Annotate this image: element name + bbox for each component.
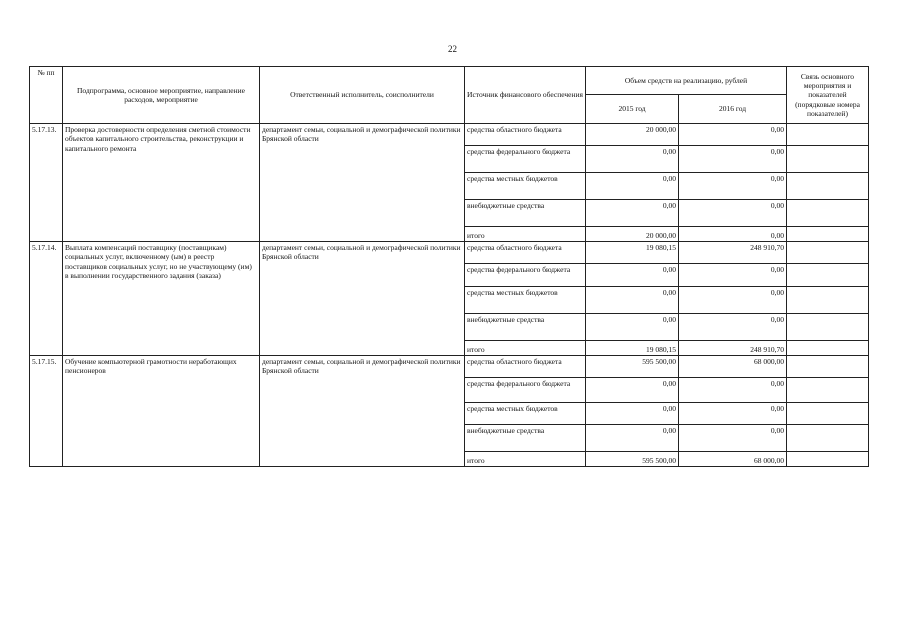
source-cell: средства федерального бюджета <box>465 264 586 287</box>
value-2015-cell: 595 500,00 <box>586 356 679 378</box>
row-number-cell: 5.17.13. <box>30 124 63 242</box>
row-number-cell: 5.17.15. <box>30 356 63 467</box>
executor-cell: департамент семьи, социальной и демографической политики Брянской области <box>260 356 465 467</box>
value-2016-cell: 248 910,70 <box>679 242 787 264</box>
value-2015-cell: 595 500,00 <box>586 452 679 467</box>
page-number: 22 <box>448 44 457 54</box>
source-cell: внебюджетные средства <box>465 425 586 452</box>
budget-table <box>29 66 869 467</box>
value-2015-cell: 20 000,00 <box>586 227 679 242</box>
link-cell <box>787 452 869 467</box>
executor-cell: департамент семьи, социальной и демографической политики Брянской области <box>260 242 465 356</box>
executor-cell: департамент семьи, социальной и демографической политики Брянской области <box>260 124 465 242</box>
value-2015-cell: 0,00 <box>586 287 679 314</box>
link-cell <box>787 341 869 356</box>
link-cell <box>787 124 869 146</box>
value-2015-cell: 19 080,15 <box>586 242 679 264</box>
link-cell <box>787 200 869 227</box>
source-cell: внебюджетные средства <box>465 314 586 341</box>
value-2016-cell: 0,00 <box>679 200 787 227</box>
value-2016-cell: 0,00 <box>679 378 787 403</box>
table-row <box>30 356 869 378</box>
link-cell <box>787 173 869 200</box>
table-row <box>30 242 869 264</box>
link-cell <box>787 287 869 314</box>
value-2015-cell: 20 000,00 <box>586 124 679 146</box>
value-2015-cell: 0,00 <box>586 146 679 173</box>
value-2015-cell: 0,00 <box>586 264 679 287</box>
value-2016-cell: 68 000,00 <box>679 356 787 378</box>
header-num: № пп <box>30 67 63 124</box>
value-2016-cell: 0,00 <box>679 287 787 314</box>
table-body <box>30 124 869 467</box>
source-cell: итого <box>465 452 586 467</box>
link-cell <box>787 146 869 173</box>
source-cell: итого <box>465 341 586 356</box>
value-2015-cell: 0,00 <box>586 425 679 452</box>
link-cell <box>787 242 869 264</box>
header-year-2016: 2016 год <box>679 95 787 124</box>
header-year-2015: 2015 год <box>586 95 679 124</box>
link-cell <box>787 356 869 378</box>
source-cell: средства областного бюджета <box>465 124 586 146</box>
value-2016-cell: 0,00 <box>679 403 787 425</box>
value-2016-cell: 0,00 <box>679 124 787 146</box>
value-2015-cell: 0,00 <box>586 378 679 403</box>
value-2016-cell: 0,00 <box>679 146 787 173</box>
link-cell <box>787 378 869 403</box>
table-row <box>30 124 869 146</box>
header-executor: Ответственный исполнитель, соисполнители <box>260 67 465 124</box>
header-volume: Объем средств на реализацию, рублей <box>586 67 787 95</box>
source-cell: внебюджетные средства <box>465 200 586 227</box>
source-cell: средства местных бюджетов <box>465 287 586 314</box>
source-cell: средства областного бюджета <box>465 356 586 378</box>
row-number-cell: 5.17.14. <box>30 242 63 356</box>
value-2015-cell: 0,00 <box>586 200 679 227</box>
link-cell <box>787 403 869 425</box>
value-2015-cell: 0,00 <box>586 173 679 200</box>
header-program: Подпрограмма, основное мероприятие, направление расходов, мероприятие <box>63 67 260 124</box>
header-row-1 <box>30 67 869 95</box>
program-cell: Обучение компьютерной грамотности неработающих пенсионеров <box>63 356 260 467</box>
value-2015-cell: 0,00 <box>586 314 679 341</box>
link-cell <box>787 425 869 452</box>
source-cell: средства федерального бюджета <box>465 146 586 173</box>
link-cell <box>787 227 869 242</box>
link-cell <box>787 264 869 287</box>
value-2016-cell: 0,00 <box>679 173 787 200</box>
source-cell: средства областного бюджета <box>465 242 586 264</box>
source-cell: средства местных бюджетов <box>465 403 586 425</box>
header-source: Источник финансового обеспечения <box>465 67 586 124</box>
value-2016-cell: 0,00 <box>679 227 787 242</box>
value-2015-cell: 0,00 <box>586 403 679 425</box>
header-link: Связь основного мероприятия и показателей (порядковые номера показателей) <box>787 67 869 124</box>
value-2016-cell: 68 000,00 <box>679 452 787 467</box>
value-2016-cell: 0,00 <box>679 264 787 287</box>
value-2016-cell: 0,00 <box>679 425 787 452</box>
program-cell: Проверка достоверности определения сметной стоимости объектов капитального строительства, реконструкции и капитального ремонта <box>63 124 260 242</box>
value-2016-cell: 0,00 <box>679 314 787 341</box>
value-2015-cell: 19 080,15 <box>586 341 679 356</box>
value-2016-cell: 248 910,70 <box>679 341 787 356</box>
program-cell: Выплата компенсаций поставщику (поставщикам) социальных услуг, включенному (ым) в реестр поставщиков социальных услуг, но не участвующему (им) в выполнении государственного задания (заказа) <box>63 242 260 356</box>
source-cell: средства федерального бюджета <box>465 378 586 403</box>
source-cell: итого <box>465 227 586 242</box>
source-cell: средства местных бюджетов <box>465 173 586 200</box>
link-cell <box>787 314 869 341</box>
